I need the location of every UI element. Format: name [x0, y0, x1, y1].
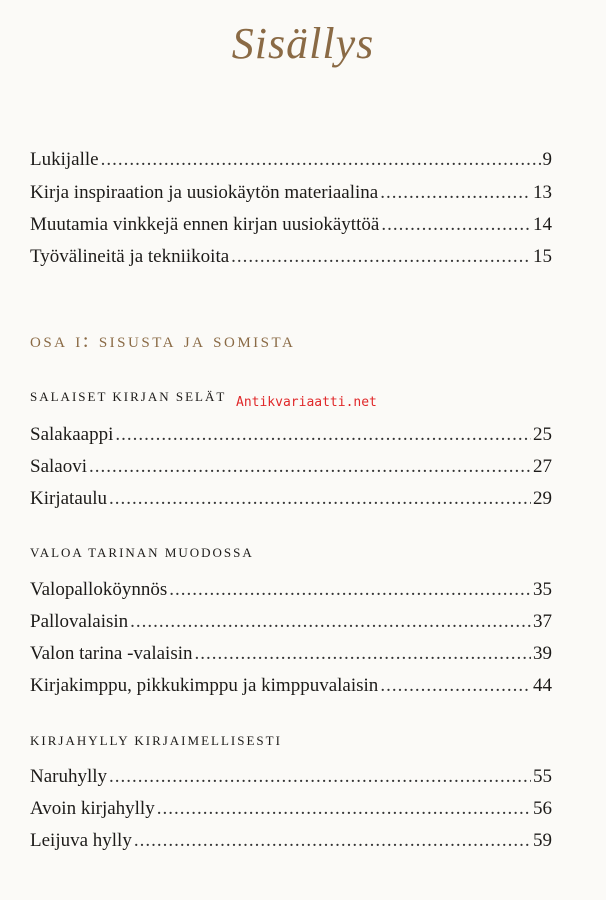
toc-entry-page: 25 — [533, 424, 552, 445]
toc-entry-page: 27 — [533, 456, 552, 477]
toc-entry-label: Valon tarina -valaisin — [30, 643, 193, 664]
toc-entry[interactable] — [30, 244, 552, 270]
toc-entry[interactable] — [30, 486, 552, 512]
toc-entry[interactable] — [30, 641, 552, 667]
toc-entry-label: Salaovi — [30, 456, 87, 477]
toc-entry[interactable] — [30, 577, 552, 603]
leader-dots — [101, 147, 541, 173]
toc-entry-page: 59 — [533, 830, 552, 851]
toc-entry-page: 13 — [533, 182, 552, 203]
leader-dots — [134, 828, 531, 854]
toc-entry-page: 39 — [533, 643, 552, 664]
toc-entry[interactable] — [30, 828, 552, 854]
toc-entry-page: 37 — [533, 611, 552, 632]
page-title: Sisällys — [231, 19, 375, 68]
toc-entry-label: Kirjakimppu, pikkukimppu ja kimppuvalaisin — [30, 675, 379, 696]
toc-entry-page: 56 — [533, 798, 552, 819]
leader-dots — [89, 454, 531, 480]
toc-entry-page: 55 — [533, 766, 552, 787]
toc-entry-label: Työvälineitä ja tekniikoita — [30, 246, 230, 267]
toc-entry[interactable] — [30, 147, 552, 173]
section-heading: VALOA TARINAN MUODOSSA — [30, 545, 254, 560]
toc-entry-label: Kirjataulu — [30, 488, 108, 509]
watermark-text: Antikvariaatti.net — [236, 395, 377, 410]
toc-entry-page: 44 — [533, 675, 552, 696]
section-heading: SALAISET KIRJAN SELÄT — [30, 389, 227, 404]
toc-entry-page: 29 — [533, 488, 552, 509]
leader-dots — [109, 764, 531, 790]
leader-dots — [169, 577, 531, 603]
part-heading: osa i: sisusta ja somista — [30, 328, 296, 352]
toc-entry[interactable] — [30, 180, 552, 206]
leader-dots — [381, 212, 531, 238]
toc-entry-label: Kirja inspiraation ja uusiokäytön materiaalina — [30, 182, 379, 203]
toc-entry[interactable] — [30, 212, 552, 238]
toc-entry-label: Valopalloköynnös — [30, 579, 168, 600]
leader-dots — [380, 180, 531, 206]
toc-entry[interactable] — [30, 673, 552, 699]
leader-dots — [157, 796, 531, 822]
leader-dots — [231, 244, 531, 270]
toc-entry-label: Salakaappi — [30, 424, 114, 445]
toc-entry-page: 14 — [533, 214, 552, 235]
toc-entry[interactable] — [30, 796, 552, 822]
toc-entry[interactable] — [30, 764, 552, 790]
toc-entry-page: 35 — [533, 579, 552, 600]
toc-entry-label: Avoin kirjahylly — [30, 798, 155, 819]
leader-dots — [130, 609, 531, 635]
section-heading: KIRJAHYLLY KIRJAIMELLISESTI — [30, 733, 282, 748]
leader-dots — [109, 486, 531, 512]
toc-entry-label: Pallovalaisin — [30, 611, 129, 632]
toc-entry-label: Naruhylly — [30, 766, 108, 787]
toc-entry-label: Lukijalle — [30, 149, 99, 170]
toc-entry[interactable] — [30, 422, 552, 448]
leader-dots — [195, 641, 531, 667]
toc-entry-label: Leijuva hylly — [30, 830, 132, 851]
toc-entry-page: 15 — [533, 246, 552, 267]
toc-entry[interactable] — [30, 609, 552, 635]
toc-entry-label: Muutamia vinkkejä ennen kirjan uusiokäyttöä — [30, 214, 380, 235]
toc-entry-page: 9 — [542, 149, 552, 170]
toc-entry[interactable] — [30, 454, 552, 480]
leader-dots — [380, 673, 531, 699]
leader-dots — [115, 422, 531, 448]
